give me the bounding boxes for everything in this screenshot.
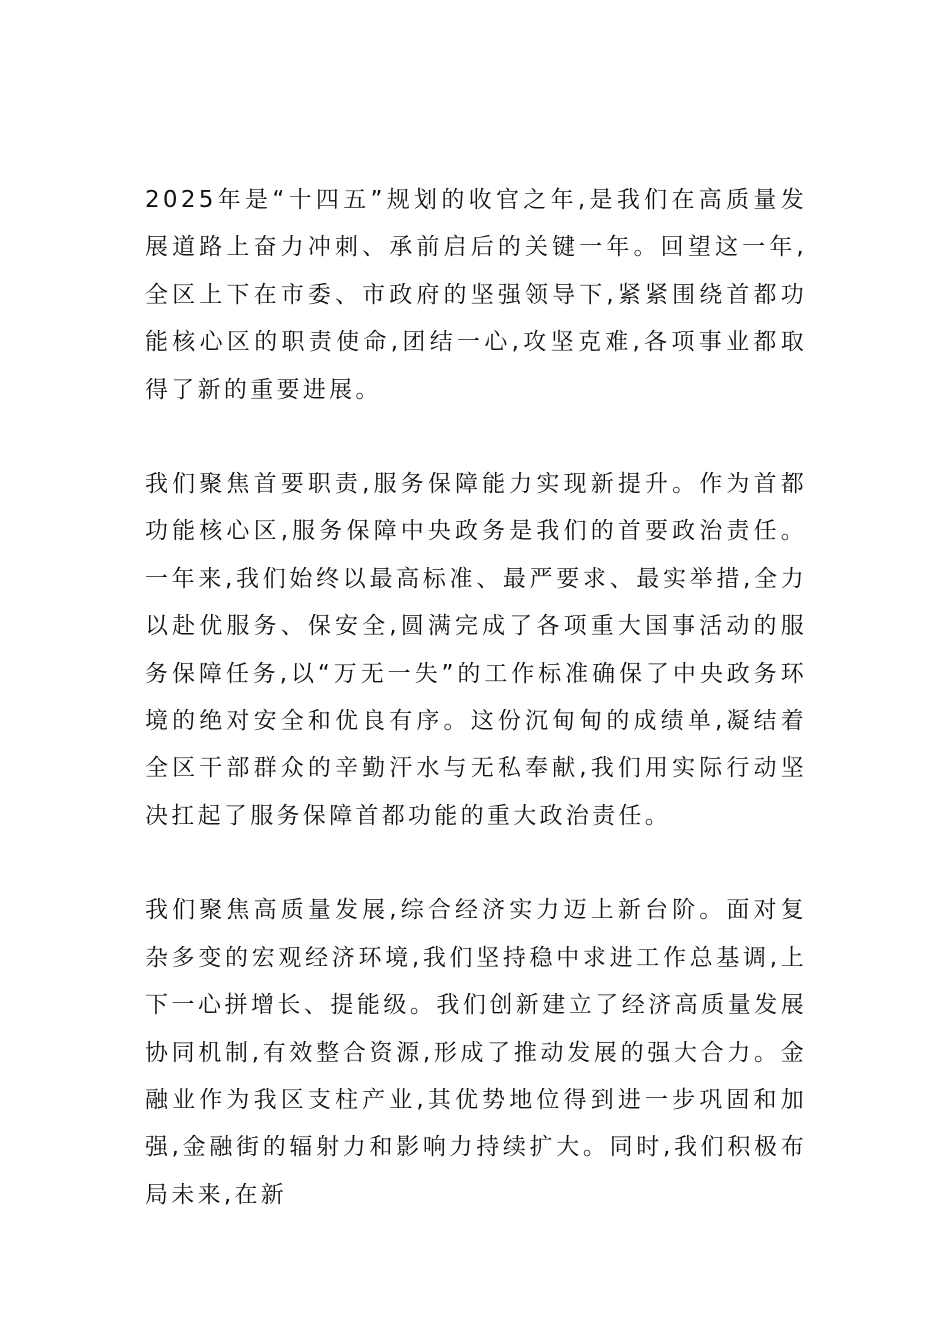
paragraph-economic-development: 我们聚焦高质量发展,综合经济实力迈上新台阶。面对复杂多变的宏观经济环境,我们坚持稳中求进工作总基调,上下一心拼增长、提能级。我们创新建立了经济高质量发展协同机制,有效整合资源,形成了推动发展的强大合力。金融业作为我区支柱产业,其优势地位得到进一步巩固和加强,金融街的辐射力和影响力持续扩大。同时,我们积极布局未来,在新 [145,897,807,1208]
paragraph-service-guarantee: 我们聚焦首要职责,服务保障能力实现新提升。作为首都功能核心区,服务保障中央政务是我们的首要政治责任。一年来,我们始终以最高标准、最严要求、最实举措,全力以赴优服务、保安全,圆满完成了各项重大国事活动的服务保障任务,以“万无一失”的工作标准确保了中央政务环境的绝对安全和优良有序。这份沉甸甸的成绩单,凝结着全区干部群众的辛勤汗水与无私奉献,我们用实际行动坚决扛起了服务保障首都功能的重大政治责任。 [145,471,807,829]
paragraph-intro: 2025年是“十四五”规划的收官之年,是我们在高质量发展道路上奋力冲刺、承前启后的关键一年。回望这一年,全区上下在市委、市政府的坚强领导下,紧紧围绕首都功能核心区的职责使命,团结一心,攻坚克难,各项事业都取得了新的重要进展。 [145,187,807,403]
document-body [145,177,807,1219]
